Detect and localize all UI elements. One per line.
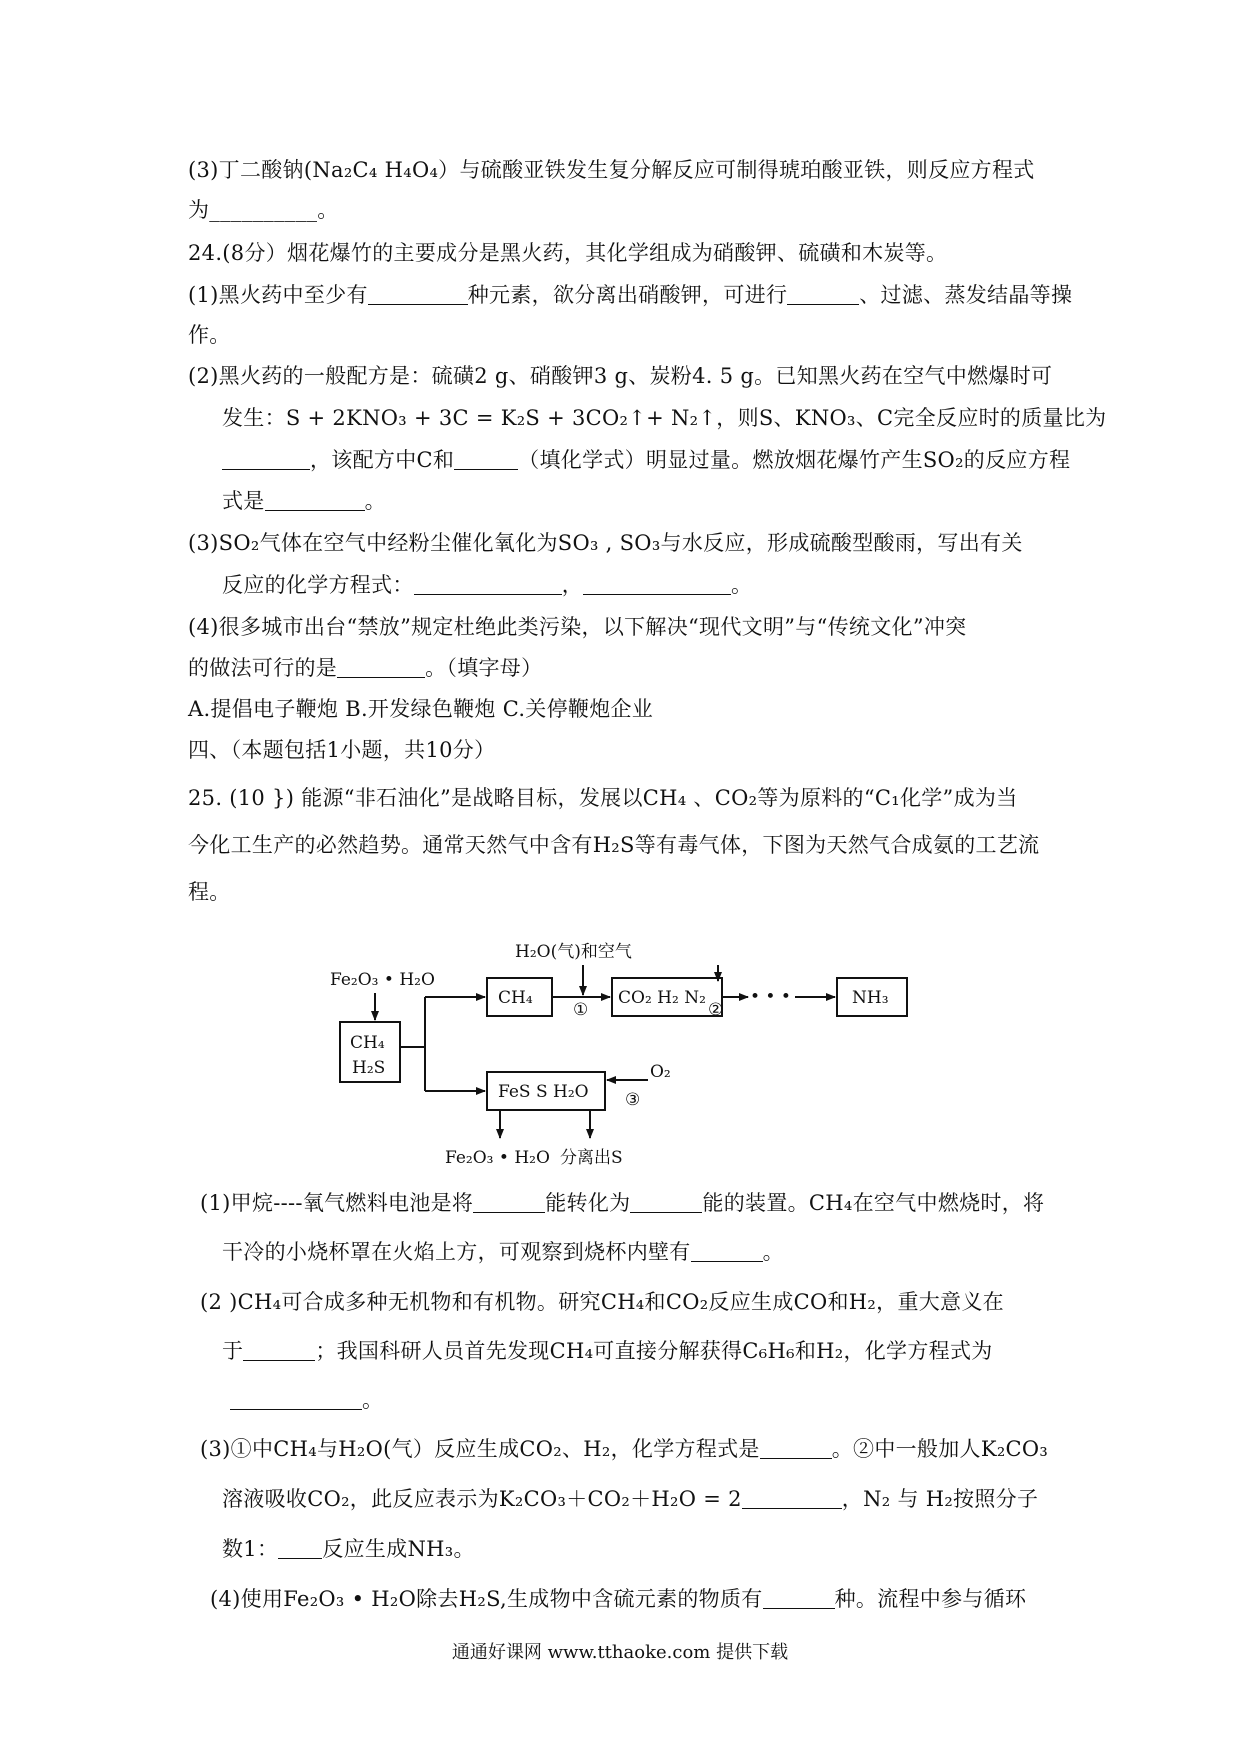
- text: 式是: [222, 489, 265, 513]
- nh3-label: NH₃: [852, 988, 889, 1008]
- q25-intro-line3: 程。: [188, 880, 231, 904]
- text: 、过滤、蒸发结晶等操: [859, 283, 1073, 307]
- answer-blank: [454, 449, 518, 470]
- text: 。②中一般加人K₂CO₃: [831, 1437, 1049, 1461]
- q25-intro-line2: 今化工生产的必然趋势。通常天然气中含有H₂S等有毒气体，下图为天然气合成氨的工艺流: [188, 833, 1040, 857]
- q24-part3-line1: (3)SO₂气体在空气中经粉尘催化氧化为SO₃ , SO₃与水反应，形成硫酸型酸雨，写出有关: [188, 531, 1023, 555]
- out-right-label: 分离出S: [560, 1148, 623, 1168]
- q25-part2-line2: [222, 1336, 993, 1366]
- o2-label: O₂: [650, 1062, 671, 1082]
- text: ，该配方中C和: [310, 448, 455, 472]
- text: 反应的化学方程式：: [222, 573, 414, 597]
- text: 种。流程中参与循环: [834, 1587, 1027, 1611]
- text: 反应生成NH₃。: [322, 1537, 475, 1561]
- q25-part1-line1: [200, 1188, 1044, 1218]
- text: 。（填字母）: [425, 656, 543, 680]
- text: (1)甲烷----氧气燃料电池是将: [200, 1191, 474, 1215]
- answer-blank: [414, 574, 562, 595]
- text: (3)①中CH₄与H₂O(气）反应生成CO₂、H₂，化学方程式是: [200, 1437, 760, 1461]
- dots: • • •: [750, 987, 791, 1007]
- answer-blank: [265, 490, 365, 511]
- page-footer: 通通好课网 www.tthaoke.com 提供下载: [451, 1642, 789, 1663]
- q23-part3-line2: 为__________。: [188, 198, 339, 222]
- q24-part4-line1: (4)很多城市出台“禁放”规定杜绝此类污染，以下解决“现代文明”与“传统文化”冲突: [188, 615, 967, 639]
- text: ，N₂ 与 H₂按照分子: [841, 1487, 1039, 1511]
- answer-blank: [760, 1438, 832, 1459]
- q25-part4-line1: [210, 1584, 1026, 1614]
- text: 能转化为: [545, 1191, 631, 1215]
- answer-blank: [630, 1192, 702, 1213]
- q24-part3-line2: 反应的化学方程式： ， 。: [222, 573, 753, 597]
- out-left-label: Fe₂O₃ • H₂O: [445, 1148, 550, 1168]
- answer-blank: [222, 449, 310, 470]
- reagent-label: Fe₂O₃ • H₂O: [330, 970, 435, 990]
- q24-part1-line2: 作。: [188, 323, 231, 347]
- ch4-label: CH₄: [498, 988, 533, 1008]
- section-four-heading: 四、（本题包括1小题，共10分）: [188, 738, 496, 762]
- text: 的做法可行的是: [188, 656, 338, 680]
- text: 干冷的小烧杯罩在火焰上方，可观察到烧杯内壁有: [222, 1240, 691, 1264]
- text: 溶液吸收CO₂，此反应表示为K₂CO₃＋CO₂＋H₂O = 2: [222, 1487, 742, 1511]
- q24-part2-line1: (2)黑火药的一般配方是：硫磺2 g、硝酸钾3 g、炭粉4. 5 g。已知黑火药在空气中燃爆时可: [188, 364, 1053, 388]
- feed-line2: H₂S: [352, 1058, 386, 1078]
- answer-blank: [278, 1538, 322, 1559]
- answer-blank: [243, 1340, 315, 1361]
- q24-part2-line3: [222, 445, 1070, 475]
- q25-part3-line2: [222, 1484, 1038, 1514]
- fes-label: FeS S H₂O: [498, 1082, 589, 1102]
- answer-blank: [368, 284, 468, 305]
- answer-blank: [691, 1241, 763, 1262]
- q24-options: A.提倡电子鞭炮 B.开发绿色鞭炮 C.关停鞭炮企业: [188, 697, 654, 721]
- q25-part1-line2: 干冷的小烧杯罩在火焰上方，可观察到烧杯内壁有 。: [222, 1240, 784, 1264]
- q24-part4-line2: [188, 653, 542, 683]
- q25-part3-line3: [222, 1534, 475, 1564]
- feed-line1: CH₄: [350, 1033, 385, 1053]
- q23-part3-line1: (3)丁二酸钠(Na₂C₄ H₄O₄）与硫酸亚铁发生复分解反应可制得琥珀酸亚铁，则反应方程式: [188, 158, 1035, 182]
- step2-marker: ②: [708, 1000, 724, 1020]
- q25-intro-line1: 25. (10 }) 能源“非石油化”是战略目标，发展以CH₄ 、CO₂等为原料的“C₁化学”成为当: [188, 786, 1018, 810]
- answer-blank: [583, 574, 731, 595]
- process-flow-diagram: [330, 935, 970, 1175]
- q24-part2-line2: 发生：S + 2KNO₃ + 3C = K₂S + 3CO₂↑+ N₂↑，则S、KNO₃、C完全反应时的质量比为: [222, 406, 1107, 430]
- text: (4)使用Fe₂O₃ • H₂O除去H₂S,生成物中含硫元素的物质有: [210, 1587, 763, 1611]
- answer-blank: [337, 657, 425, 678]
- text: 种元素，欲分离出硝酸钾，可进行: [467, 283, 788, 307]
- q25-part2-line1: (2 )CH₄可合成多种无机物和有机物。研究CH₄和CO₂反应生成CO和H₂，重大意义在: [200, 1290, 1004, 1314]
- answer-blank: [742, 1488, 842, 1509]
- top-label: H₂O(气)和空气: [515, 942, 632, 962]
- mix-label: CO₂ H₂ N₂: [618, 988, 706, 1008]
- q25-part2-line3: 。: [230, 1385, 383, 1415]
- step3-marker: ③: [625, 1090, 641, 1110]
- text: ；我国科研人员首先发现CH₄可直接分解获得C₆H₆和H₂，化学方程式为: [315, 1339, 993, 1363]
- text: 数1：: [222, 1537, 279, 1561]
- answer-blank: [763, 1588, 835, 1609]
- q24-part2-line4: 式是 。: [222, 489, 386, 513]
- step1-marker: ①: [573, 1000, 589, 1020]
- text: (1)黑火药中至少有: [188, 283, 368, 307]
- answer-blank: [787, 284, 859, 305]
- q25-part3-line1: [200, 1434, 1048, 1464]
- answer-blank: [473, 1192, 545, 1213]
- text: 能的装置。CH₄在空气中燃烧时，将: [702, 1191, 1045, 1215]
- q24-part1-line1: [188, 280, 1072, 310]
- text: （填化学式）明显过量。燃放烟花爆竹产生SO₂的反应方程: [518, 448, 1071, 472]
- text: 于: [222, 1339, 244, 1363]
- answer-blank: [230, 1389, 362, 1410]
- q24-header: 24.(8分）烟花爆竹的主要成分是黑火药，其化学组成为硝酸钾、硫磺和木炭等。: [188, 241, 948, 265]
